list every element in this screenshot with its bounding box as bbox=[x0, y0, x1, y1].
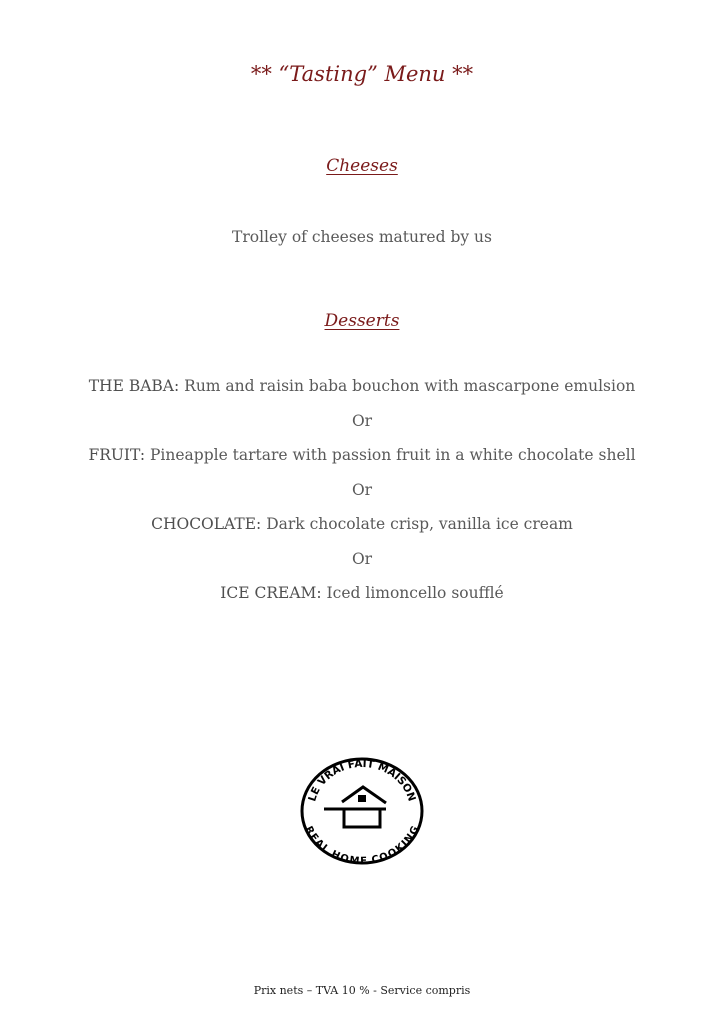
or-separator: Or bbox=[351, 411, 373, 430]
cheese-item: Trolley of cheeses matured by us bbox=[232, 228, 492, 246]
dessert-description: Rum and raisin baba bouchon with mascarpone emulsion bbox=[179, 377, 636, 395]
or-separator: Or bbox=[351, 480, 373, 499]
logo-bottom-text: REAL HOME COOKING bbox=[302, 824, 422, 865]
fait-maison-logo bbox=[300, 757, 424, 865]
dessert-name: FRUIT: bbox=[88, 446, 146, 464]
dessert-description: Iced limoncello soufflé bbox=[321, 584, 504, 602]
footer-note: Prix nets – TVA 10 % - Service compris bbox=[253, 984, 471, 997]
menu-title: ** “Tasting” Menu ** bbox=[250, 62, 474, 86]
dessert-description: Dark chocolate crisp, vanilla ice cream bbox=[261, 515, 573, 533]
dessert-name: CHOCOLATE: bbox=[151, 515, 262, 533]
dessert-list bbox=[0, 376, 724, 618]
dessert-name: ICE CREAM: bbox=[220, 584, 322, 602]
dessert-name: THE BABA: bbox=[88, 377, 180, 395]
dessert-item bbox=[0, 445, 724, 480]
cheeses-heading: Cheeses bbox=[326, 156, 398, 176]
logo-top-text: LE VRAI FAIT MAISON bbox=[306, 757, 418, 803]
desserts-heading: Desserts bbox=[324, 311, 400, 331]
dessert-description: Pineapple tartare with passion fruit in a white chocolate shell bbox=[145, 446, 636, 464]
dessert-item bbox=[0, 514, 724, 549]
dessert-item bbox=[0, 376, 724, 411]
or-separator: Or bbox=[351, 549, 373, 568]
dessert-item bbox=[0, 583, 724, 618]
